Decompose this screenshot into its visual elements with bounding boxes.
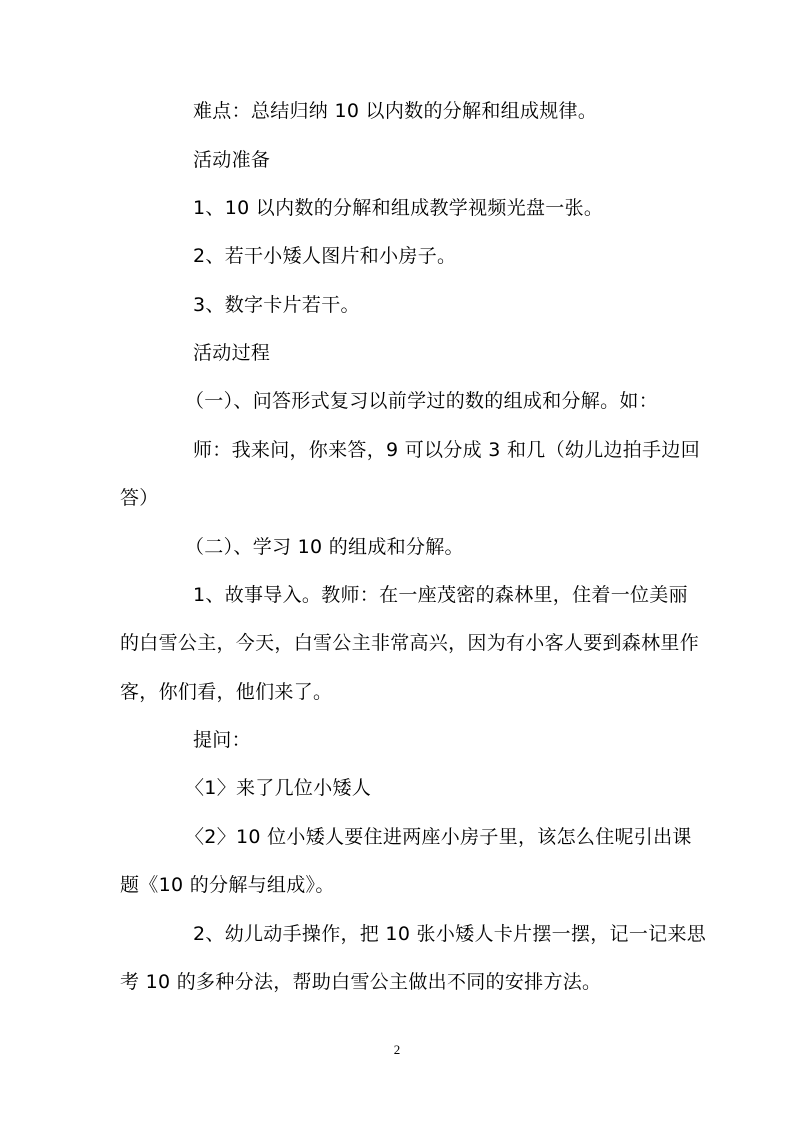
question-1: 〈1〉来了几位小矮人	[185, 777, 372, 799]
difficulty-line: 难点：总结归纳 10 以内数的分解和组成规律。	[193, 100, 598, 122]
section-2-heading: （二）、学习 10 的组成和分解。	[185, 536, 464, 558]
story-line-3: 客，你们看，他们来了。	[120, 681, 333, 703]
operation-line-2: 考 10 的多种分法，帮助白雪公主做出不同的安排方法。	[120, 971, 602, 993]
page-number: 2	[393, 1042, 401, 1057]
question-2-line-2: 题《10 的分解与组成》。	[120, 874, 335, 896]
preparation-item-3: 3、数字卡片若干。	[193, 294, 360, 316]
section-1-heading: （一）、问答形式复习以前学过的数的组成和分解。如：	[185, 390, 659, 412]
teacher-question-line-2: 答）	[120, 487, 159, 509]
heading-activity-process: 活动过程	[193, 342, 271, 364]
preparation-item-2: 2、若干小矮人图片和小房子。	[193, 245, 457, 267]
question-2-line-1: 〈2〉10 位小矮人要住进两座小房子里，该怎么住呢引出课	[185, 826, 692, 848]
story-line-1: 1、故事导入。教师：在一座茂密的森林里，住着一位美丽	[193, 584, 688, 606]
teacher-question-line-1: 师：我来问，你来答，9 可以分成 3 和几（幼儿边拍手边回	[193, 439, 700, 461]
story-line-2: 的白雪公主，今天，白雪公主非常高兴，因为有小客人要到森林里作	[120, 632, 700, 654]
heading-activity-preparation: 活动准备	[193, 149, 271, 171]
question-label: 提问：	[193, 729, 251, 751]
operation-line-1: 2、幼儿动手操作，把 10 张小矮人卡片摆一摆，记一记来思	[193, 923, 707, 945]
preparation-item-1: 1、10 以内数的分解和组成教学视频光盘一张。	[193, 197, 604, 219]
